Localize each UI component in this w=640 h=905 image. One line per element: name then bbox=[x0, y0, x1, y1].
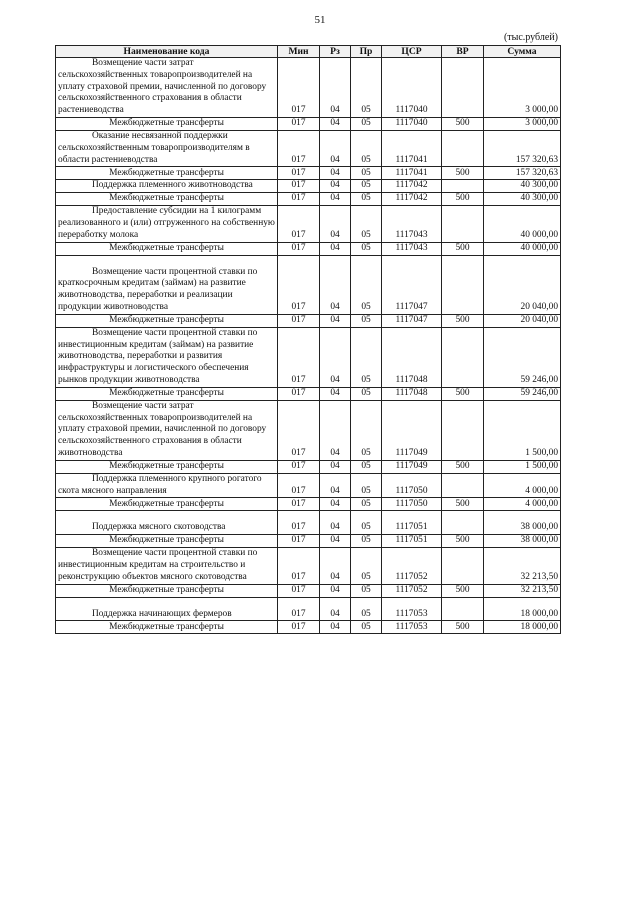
row-name-text: Возмещение части затрат сельскохозяйственных товаропроизводителей на уплату страховой премии, начисленной по договору сельскохозяйственного страхования в области растениеводства bbox=[58, 58, 267, 116]
cell-min: 017 bbox=[278, 621, 320, 634]
cell-name bbox=[56, 117, 278, 130]
cell-csr: 1117041 bbox=[382, 130, 442, 166]
cell-min: 017 bbox=[278, 597, 320, 621]
table-row bbox=[56, 193, 561, 206]
cell-rz: 04 bbox=[320, 255, 351, 314]
cell-name bbox=[56, 327, 278, 387]
cell-name bbox=[56, 511, 278, 535]
cell-rz: 04 bbox=[320, 584, 351, 597]
table-row bbox=[56, 548, 561, 584]
cell-pr: 05 bbox=[351, 400, 382, 460]
cell-rz: 04 bbox=[320, 473, 351, 498]
cell-csr: 1117049 bbox=[382, 460, 442, 473]
cell-vr bbox=[442, 206, 484, 242]
cell-pr: 05 bbox=[351, 130, 382, 166]
cell-csr: 1117051 bbox=[382, 535, 442, 548]
row-name-text: Межбюджетные трансферты bbox=[109, 621, 224, 632]
cell-vr bbox=[442, 473, 484, 498]
row-name-text: Межбюджетные трансферты bbox=[109, 387, 224, 398]
cell-name bbox=[56, 400, 278, 460]
cell-rz: 04 bbox=[320, 242, 351, 255]
table-row bbox=[56, 314, 561, 327]
row-name-text: Возмещение части затрат сельскохозяйственных товаропроизводителей на уплату страховой премии, начисленной по договору сельскохозяйственного страхования в области животноводства bbox=[58, 400, 267, 458]
table-header-row bbox=[56, 46, 561, 58]
cell-vr: 500 bbox=[442, 193, 484, 206]
table-row bbox=[56, 460, 561, 473]
cell-rz: 04 bbox=[320, 387, 351, 400]
cell-rz: 04 bbox=[320, 206, 351, 242]
table-row bbox=[56, 206, 561, 242]
cell-min: 017 bbox=[278, 535, 320, 548]
cell-sum: 40 300,00 bbox=[484, 193, 561, 206]
page-number: 51 bbox=[314, 14, 326, 26]
cell-vr bbox=[442, 130, 484, 166]
table-row bbox=[56, 180, 561, 193]
cell-name bbox=[56, 130, 278, 166]
cell-pr: 05 bbox=[351, 314, 382, 327]
table-row bbox=[56, 597, 561, 621]
cell-csr: 1117050 bbox=[382, 473, 442, 498]
cell-name bbox=[56, 206, 278, 242]
table-row bbox=[56, 498, 561, 511]
cell-vr bbox=[442, 511, 484, 535]
cell-pr: 05 bbox=[351, 548, 382, 584]
cell-name bbox=[56, 473, 278, 498]
cell-pr: 05 bbox=[351, 498, 382, 511]
table-row bbox=[56, 621, 561, 634]
table-row bbox=[56, 255, 561, 314]
cell-rz: 04 bbox=[320, 548, 351, 584]
cell-sum: 32 213,50 bbox=[484, 548, 561, 584]
cell-name bbox=[56, 387, 278, 400]
cell-pr: 05 bbox=[351, 511, 382, 535]
cell-min: 017 bbox=[278, 314, 320, 327]
cell-name bbox=[56, 621, 278, 634]
cell-vr bbox=[442, 255, 484, 314]
cell-sum: 4 000,00 bbox=[484, 498, 561, 511]
cell-csr: 1117053 bbox=[382, 621, 442, 634]
cell-min: 017 bbox=[278, 473, 320, 498]
cell-name bbox=[56, 193, 278, 206]
cell-min: 017 bbox=[278, 548, 320, 584]
row-spacer bbox=[58, 256, 275, 267]
units-note: (тыс.рублей) bbox=[503, 32, 558, 43]
cell-sum: 18 000,00 bbox=[484, 597, 561, 621]
row-spacer bbox=[58, 598, 275, 609]
cell-min: 017 bbox=[278, 193, 320, 206]
cell-csr: 1117053 bbox=[382, 597, 442, 621]
cell-name bbox=[56, 460, 278, 473]
cell-pr: 05 bbox=[351, 621, 382, 634]
header-vr: ВР bbox=[442, 46, 484, 58]
row-name-text: Межбюджетные трансферты bbox=[109, 535, 224, 546]
cell-pr: 05 bbox=[351, 387, 382, 400]
cell-csr: 1117041 bbox=[382, 167, 442, 180]
header-name: Наименование кода bbox=[56, 46, 278, 58]
cell-pr: 05 bbox=[351, 597, 382, 621]
cell-min: 017 bbox=[278, 242, 320, 255]
cell-rz: 04 bbox=[320, 535, 351, 548]
cell-sum: 59 246,00 bbox=[484, 327, 561, 387]
cell-pr: 05 bbox=[351, 255, 382, 314]
cell-min: 017 bbox=[278, 180, 320, 193]
cell-name bbox=[56, 242, 278, 255]
table-row bbox=[56, 130, 561, 166]
table-body bbox=[56, 58, 561, 634]
cell-min: 017 bbox=[278, 511, 320, 535]
cell-rz: 04 bbox=[320, 460, 351, 473]
cell-vr: 500 bbox=[442, 167, 484, 180]
cell-csr: 1117042 bbox=[382, 180, 442, 193]
cell-csr: 1117047 bbox=[382, 255, 442, 314]
row-name-text: Возмещение части процентной ставки по инвестиционным кредитам (займам) на развитие животноводства, переработки и развития инфраструктуры и логистического обеспечения рынков продукции животноводства bbox=[58, 327, 258, 385]
cell-sum: 157 320,63 bbox=[484, 167, 561, 180]
cell-sum: 40 000,00 bbox=[484, 242, 561, 255]
cell-vr: 500 bbox=[442, 117, 484, 130]
cell-csr: 1117040 bbox=[382, 58, 442, 118]
row-name-text: Поддержка племенного крупного рогатого скота мясного направления bbox=[58, 473, 262, 496]
cell-sum: 38 000,00 bbox=[484, 511, 561, 535]
cell-csr: 1117042 bbox=[382, 193, 442, 206]
cell-name bbox=[56, 255, 278, 314]
cell-pr: 05 bbox=[351, 180, 382, 193]
cell-sum: 4 000,00 bbox=[484, 473, 561, 498]
table-row bbox=[56, 167, 561, 180]
cell-name bbox=[56, 314, 278, 327]
header-pr: Пр bbox=[351, 46, 382, 58]
cell-sum: 32 213,50 bbox=[484, 584, 561, 597]
cell-vr: 500 bbox=[442, 621, 484, 634]
cell-rz: 04 bbox=[320, 314, 351, 327]
cell-rz: 04 bbox=[320, 400, 351, 460]
row-name-text: Межбюджетные трансферты bbox=[109, 167, 224, 178]
cell-min: 017 bbox=[278, 255, 320, 314]
cell-rz: 04 bbox=[320, 167, 351, 180]
cell-name bbox=[56, 584, 278, 597]
table-row bbox=[56, 473, 561, 498]
table-row bbox=[56, 58, 561, 118]
cell-csr: 1117050 bbox=[382, 498, 442, 511]
cell-csr: 1117043 bbox=[382, 242, 442, 255]
row-name-text: Возмещение части процентной ставки по инвестиционным кредитам на строительство и реконструкцию объектов мясного скотоводства bbox=[58, 548, 258, 582]
cell-vr: 500 bbox=[442, 460, 484, 473]
cell-sum: 40 000,00 bbox=[484, 206, 561, 242]
row-name-text: Поддержка начинающих фермеров bbox=[92, 608, 232, 619]
table-row bbox=[56, 400, 561, 460]
row-name-text: Оказание несвязанной поддержки сельскохозяйственным товаропроизводителям в области растениеводства bbox=[58, 130, 250, 165]
cell-pr: 05 bbox=[351, 327, 382, 387]
cell-vr: 500 bbox=[442, 535, 484, 548]
cell-sum: 3 000,00 bbox=[484, 117, 561, 130]
cell-pr: 05 bbox=[351, 242, 382, 255]
cell-sum: 20 040,00 bbox=[484, 314, 561, 327]
cell-rz: 04 bbox=[320, 180, 351, 193]
cell-min: 017 bbox=[278, 167, 320, 180]
cell-min: 017 bbox=[278, 130, 320, 166]
cell-csr: 1117048 bbox=[382, 327, 442, 387]
cell-rz: 04 bbox=[320, 498, 351, 511]
cell-min: 017 bbox=[278, 387, 320, 400]
cell-vr: 500 bbox=[442, 584, 484, 597]
cell-min: 017 bbox=[278, 498, 320, 511]
row-name-text: Возмещение части процентной ставки по краткосрочным кредитам (займам) на развитие животноводства, переработки и реализации продукции животноводства bbox=[58, 266, 258, 312]
table-row bbox=[56, 242, 561, 255]
cell-min: 017 bbox=[278, 400, 320, 460]
cell-csr: 1117049 bbox=[382, 400, 442, 460]
cell-csr: 1117052 bbox=[382, 584, 442, 597]
cell-vr: 500 bbox=[442, 242, 484, 255]
cell-vr: 500 bbox=[442, 498, 484, 511]
cell-vr bbox=[442, 58, 484, 118]
cell-name bbox=[56, 535, 278, 548]
table-row bbox=[56, 584, 561, 597]
cell-csr: 1117048 bbox=[382, 387, 442, 400]
cell-vr bbox=[442, 548, 484, 584]
cell-min: 017 bbox=[278, 327, 320, 387]
header-sum: Сумма bbox=[484, 46, 561, 58]
cell-name bbox=[56, 180, 278, 193]
cell-pr: 05 bbox=[351, 460, 382, 473]
cell-rz: 04 bbox=[320, 597, 351, 621]
cell-csr: 1117047 bbox=[382, 314, 442, 327]
table-row bbox=[56, 117, 561, 130]
cell-rz: 04 bbox=[320, 511, 351, 535]
cell-min: 017 bbox=[278, 58, 320, 118]
cell-sum: 157 320,63 bbox=[484, 130, 561, 166]
cell-pr: 05 bbox=[351, 473, 382, 498]
cell-csr: 1117052 bbox=[382, 548, 442, 584]
cell-vr: 500 bbox=[442, 314, 484, 327]
cell-rz: 04 bbox=[320, 117, 351, 130]
row-name-text: Межбюджетные трансферты bbox=[109, 460, 224, 471]
cell-name bbox=[56, 548, 278, 584]
row-name-text: Межбюджетные трансферты bbox=[109, 242, 224, 253]
cell-csr: 1117040 bbox=[382, 117, 442, 130]
cell-csr: 1117051 bbox=[382, 511, 442, 535]
cell-pr: 05 bbox=[351, 167, 382, 180]
cell-name bbox=[56, 58, 278, 118]
header-min: Мин bbox=[278, 46, 320, 58]
cell-vr bbox=[442, 327, 484, 387]
cell-rz: 04 bbox=[320, 327, 351, 387]
cell-csr: 1117043 bbox=[382, 206, 442, 242]
row-name-text: Межбюджетные трансферты bbox=[109, 498, 224, 509]
cell-rz: 04 bbox=[320, 130, 351, 166]
cell-pr: 05 bbox=[351, 535, 382, 548]
row-name-text: Межбюджетные трансферты bbox=[109, 118, 224, 129]
cell-sum: 40 300,00 bbox=[484, 180, 561, 193]
row-name-text: Межбюджетные трансферты bbox=[109, 193, 224, 204]
cell-name bbox=[56, 498, 278, 511]
row-name-text: Предоставление субсидии на 1 килограмм реализованного и (или) отгруженного на собственную переработку молока bbox=[58, 206, 275, 240]
cell-sum: 1 500,00 bbox=[484, 460, 561, 473]
cell-name bbox=[56, 167, 278, 180]
cell-sum: 38 000,00 bbox=[484, 535, 561, 548]
cell-vr bbox=[442, 597, 484, 621]
header-rz: Рз bbox=[320, 46, 351, 58]
cell-rz: 04 bbox=[320, 193, 351, 206]
cell-pr: 05 bbox=[351, 193, 382, 206]
budget-table bbox=[55, 45, 561, 634]
cell-rz: 04 bbox=[320, 58, 351, 118]
cell-pr: 05 bbox=[351, 58, 382, 118]
row-name-text: Межбюджетные трансферты bbox=[109, 584, 224, 595]
cell-vr: 500 bbox=[442, 387, 484, 400]
cell-sum: 59 246,00 bbox=[484, 387, 561, 400]
cell-sum: 1 500,00 bbox=[484, 400, 561, 460]
cell-vr bbox=[442, 180, 484, 193]
header-csr: ЦСР bbox=[382, 46, 442, 58]
cell-pr: 05 bbox=[351, 206, 382, 242]
row-name-text: Поддержка мясного скотоводства bbox=[92, 522, 226, 533]
cell-min: 017 bbox=[278, 206, 320, 242]
cell-sum: 3 000,00 bbox=[484, 58, 561, 118]
cell-vr bbox=[442, 400, 484, 460]
table-row bbox=[56, 535, 561, 548]
table-row bbox=[56, 387, 561, 400]
cell-min: 017 bbox=[278, 460, 320, 473]
cell-rz: 04 bbox=[320, 621, 351, 634]
budget-table-container bbox=[55, 45, 560, 634]
cell-min: 017 bbox=[278, 117, 320, 130]
row-spacer bbox=[58, 511, 275, 522]
row-name-text: Межбюджетные трансферты bbox=[109, 314, 224, 325]
cell-name bbox=[56, 597, 278, 621]
cell-sum: 18 000,00 bbox=[484, 621, 561, 634]
row-name-text: Поддержка племенного животноводства bbox=[92, 180, 253, 191]
table-row bbox=[56, 511, 561, 535]
cell-pr: 05 bbox=[351, 584, 382, 597]
cell-pr: 05 bbox=[351, 117, 382, 130]
table-row bbox=[56, 327, 561, 387]
cell-min: 017 bbox=[278, 584, 320, 597]
cell-sum: 20 040,00 bbox=[484, 255, 561, 314]
